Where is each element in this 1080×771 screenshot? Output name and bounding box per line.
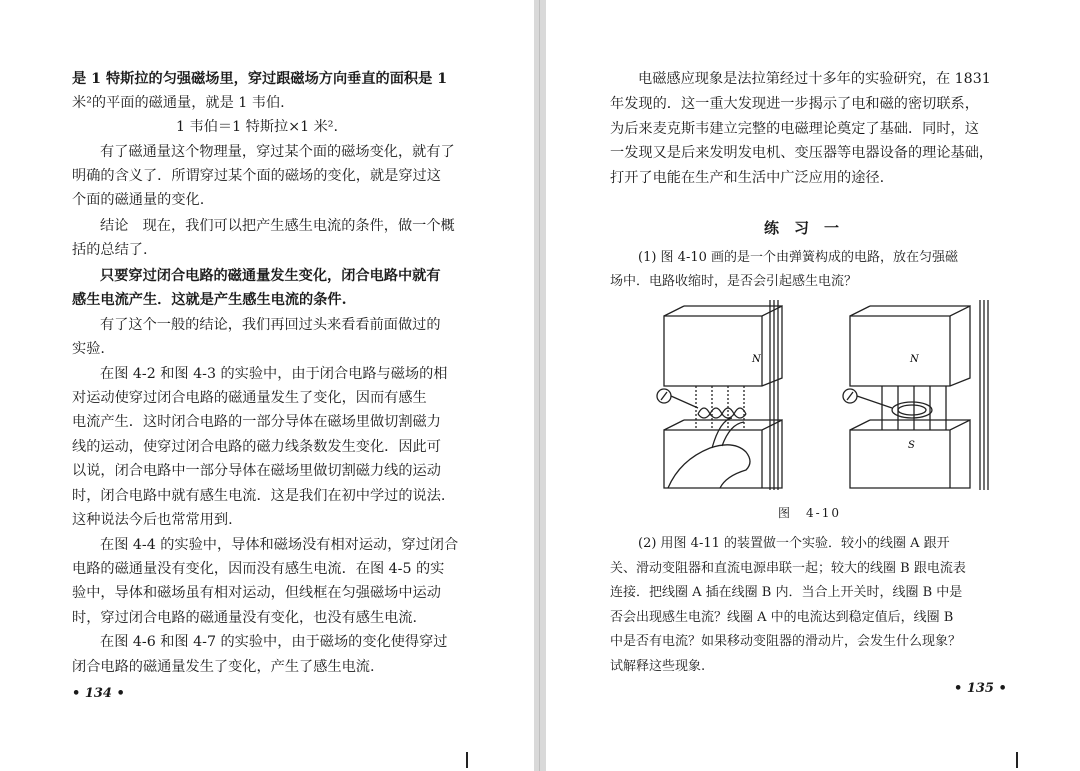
text-line: 有了这个一般的结论，我们再回过头来看看前面做过的: [100, 317, 441, 333]
text-line: 实验.: [72, 341, 105, 357]
key-statement-line: 只要穿过闭合电路的磁通量发生变化，闭合电路中就有: [100, 268, 441, 284]
text-line: 电流产生．这时闭合电路的一部分导体在磁场里做切割磁力: [72, 414, 441, 430]
text-line: 为后来麦克斯韦建立完整的电磁理论奠定了基础．同时，这: [610, 121, 979, 137]
exercise-title: 练 习 一: [764, 219, 840, 237]
text-line: 时，闭合电路中就有感生电流．这是我们在初中学过的说法.: [72, 488, 446, 504]
question-line: 场中．电路收缩时，是否会引起感生电流？: [610, 274, 858, 289]
text-line: 对运动使穿过闭合电路的磁通量发生了变化，因而有感生: [72, 390, 427, 406]
question-line: (1) 图 4-10 画的是一个由弹簧构成的电路，放在匀强磁: [638, 250, 959, 265]
key-statement-line: 感生电流产生．这就是产生感生电流的条件.: [72, 292, 347, 308]
left-page: [0, 0, 534, 771]
text-line: 个面的磁通量的变化.: [72, 192, 205, 208]
question-line: 中是否有电流？如果移动变阻器的滑动片，会发生什么现象？: [610, 634, 962, 649]
label-south-right: S: [908, 440, 915, 451]
conclusion-line: 结论 现在，我们可以把产生感生电流的条件，做一个概: [100, 218, 455, 234]
label-north-left: N: [752, 354, 761, 365]
text-line: 线的运动，使穿过闭合电路的磁力线条数发生变化．因此可: [72, 439, 441, 455]
text-line: 是 1 特斯拉的匀强磁场里，穿过跟磁场方向垂直的面积是 1: [72, 71, 448, 87]
text-line: 闭合电路的磁通量发生了变化，产生了感生电流.: [72, 659, 375, 675]
text-line: 在图 4-2 和图 4-3 的实验中，由于闭合电路与磁场的相: [100, 366, 448, 382]
figure-4-10-illustration: [650, 300, 1010, 496]
text-line: 电路的磁通量没有变化，因而没有感生电流．在图 4-5 的实: [72, 561, 445, 577]
question-line: 试解释这些现象.: [610, 659, 706, 674]
question-line: (2) 用图 4-11 的装置做一个实验．较小的线圈 A 跟开: [638, 536, 950, 551]
text-line: 有了磁通量这个物理量，穿过某个面的磁场变化，就有了: [100, 144, 455, 160]
text-line: 这种说法今后也常常用到.: [72, 512, 233, 528]
text-line: 在图 4-4 的实验中，导体和磁场没有相对运动，穿过闭合: [100, 537, 459, 553]
text-line: 在图 4-6 和图 4-7 的实验中，由于磁场的变化使得穿过: [100, 634, 448, 650]
text-line: 明确的含义了．所谓穿过某个面的磁场的变化，就是穿过这: [72, 168, 441, 184]
text-line: 一发现又是后来发明发电机、变压器等电器设备的理论基础，: [610, 145, 994, 161]
formula-line: 1 韦伯＝1 特斯拉×1 米².: [176, 119, 339, 135]
text-line: 年发现的．这一重大发现进一步揭示了电和磁的密切联系，: [610, 96, 979, 112]
text-line: 米²的平面的磁通量，就是 1 韦伯.: [72, 95, 285, 111]
question-line: 关、滑动变阻器和直流电源串联一起；较大的线圈 B 跟电流表: [610, 561, 966, 576]
question-line: 否会出现感生电流？线圈 A 中的电流达到稳定值后，线圈 B: [610, 610, 954, 625]
text-line: 打开了电能在生产和生活中广泛应用的途径.: [610, 170, 885, 186]
text-line: 验中，导体和磁场虽有相对运动，但线框在匀强磁场中运动: [72, 585, 441, 601]
scan-mark: [466, 752, 468, 768]
text-line: 电磁感应现象是法拉第经过十多年的实验研究，在 1831: [638, 71, 991, 87]
page-number-right: • 135 •: [954, 681, 1007, 696]
text-line: 以说，闭合电路中一部分导体在磁场里做切割磁力线的运动: [72, 463, 441, 479]
page-number-left: • 134 •: [72, 686, 125, 701]
text-line: 括的总结了.: [72, 242, 148, 258]
question-line: 连接．把线圈 A 插在线圈 B 内．当合上开关时，线圈 B 中是: [610, 585, 963, 600]
right-page: [546, 0, 1080, 771]
label-north-right: N: [910, 354, 919, 365]
figure-caption: 图 4-10: [778, 506, 841, 520]
scan-mark: [1016, 752, 1018, 768]
book-gutter: [534, 0, 546, 771]
gutter-fold-line: [539, 0, 540, 771]
text-line: 时，穿过闭合电路的磁通量没有变化，也没有感生电流.: [72, 610, 418, 626]
